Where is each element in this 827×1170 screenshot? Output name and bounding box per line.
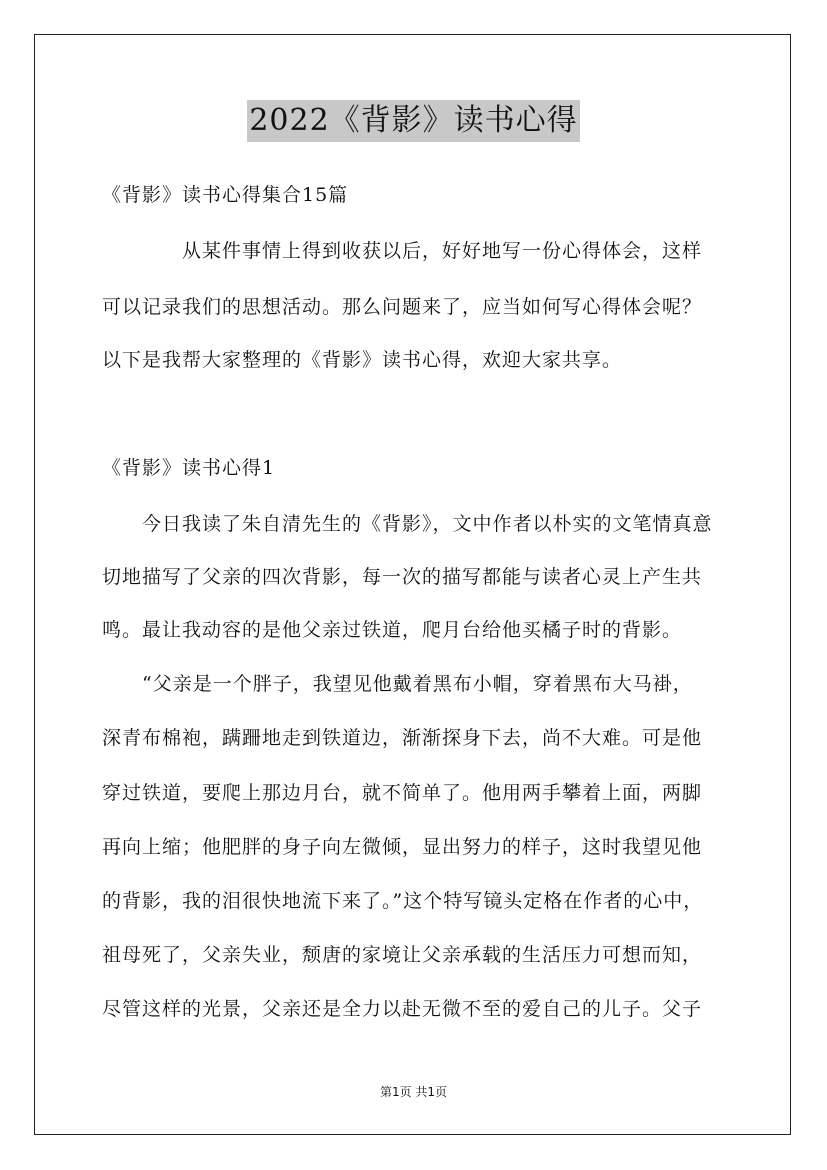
subtitle: 《背影》读书心得集合15篇 [102,184,349,206]
document-title [0,100,827,142]
intro-line-2: 可以记录我们的思想活动。那么问题来了，应当如何写心得体会呢？ [102,296,703,318]
section-heading: 《背影》读书心得1 [102,457,276,479]
body-line-9: 祖母死了，父亲失业，颓唐的家境让父亲承载的生活压力可想而知， [102,944,703,966]
title-text: 2022《背影》读书心得 [247,100,579,142]
body-line-4: “父亲是一个胖子，我望见他戴着黑布小帽，穿着黑布大马褂， [142,673,693,695]
body-line-6: 穿过铁道，要爬上那边月台，就不简单了。他用两手攀着上面，两脚 [102,782,703,804]
body-line-8: 的背影，我的泪很快地流下来了。”这个特写镜头定格在作者的心中， [102,890,704,912]
body-line-1: 今日我读了朱自清先生的《背影》，文中作者以朴实的文笔情真意 [142,513,713,535]
body-line-5: 深青布棉袍，蹒跚地走到铁道边，渐渐探身下去，尚不大难。可是他 [102,727,703,749]
intro-line-3: 以下是我帮大家整理的《背影》读书心得，欢迎大家共享。 [102,349,623,371]
body-line-10: 尽管这样的光景，父亲还是全力以赴无微不至的爱自己的儿子。父子 [102,998,703,1020]
body-line-2: 切地描写了父亲的四次背影，每一次的描写都能与读者心灵上产生共 [102,566,703,588]
body-line-3: 鸣。最让我动容的是他父亲过铁道，爬月台给他买橘子时的背影。 [102,619,683,641]
intro-line-1: 从某件事情上得到收获以后，好好地写一份心得体会，这样 [182,240,703,262]
page-footer: 第1页 共1页 [379,1085,448,1099]
body-line-7: 再向上缩；他肥胖的身子向左微倾，显出努力的样子，这时我望见他 [102,836,703,858]
